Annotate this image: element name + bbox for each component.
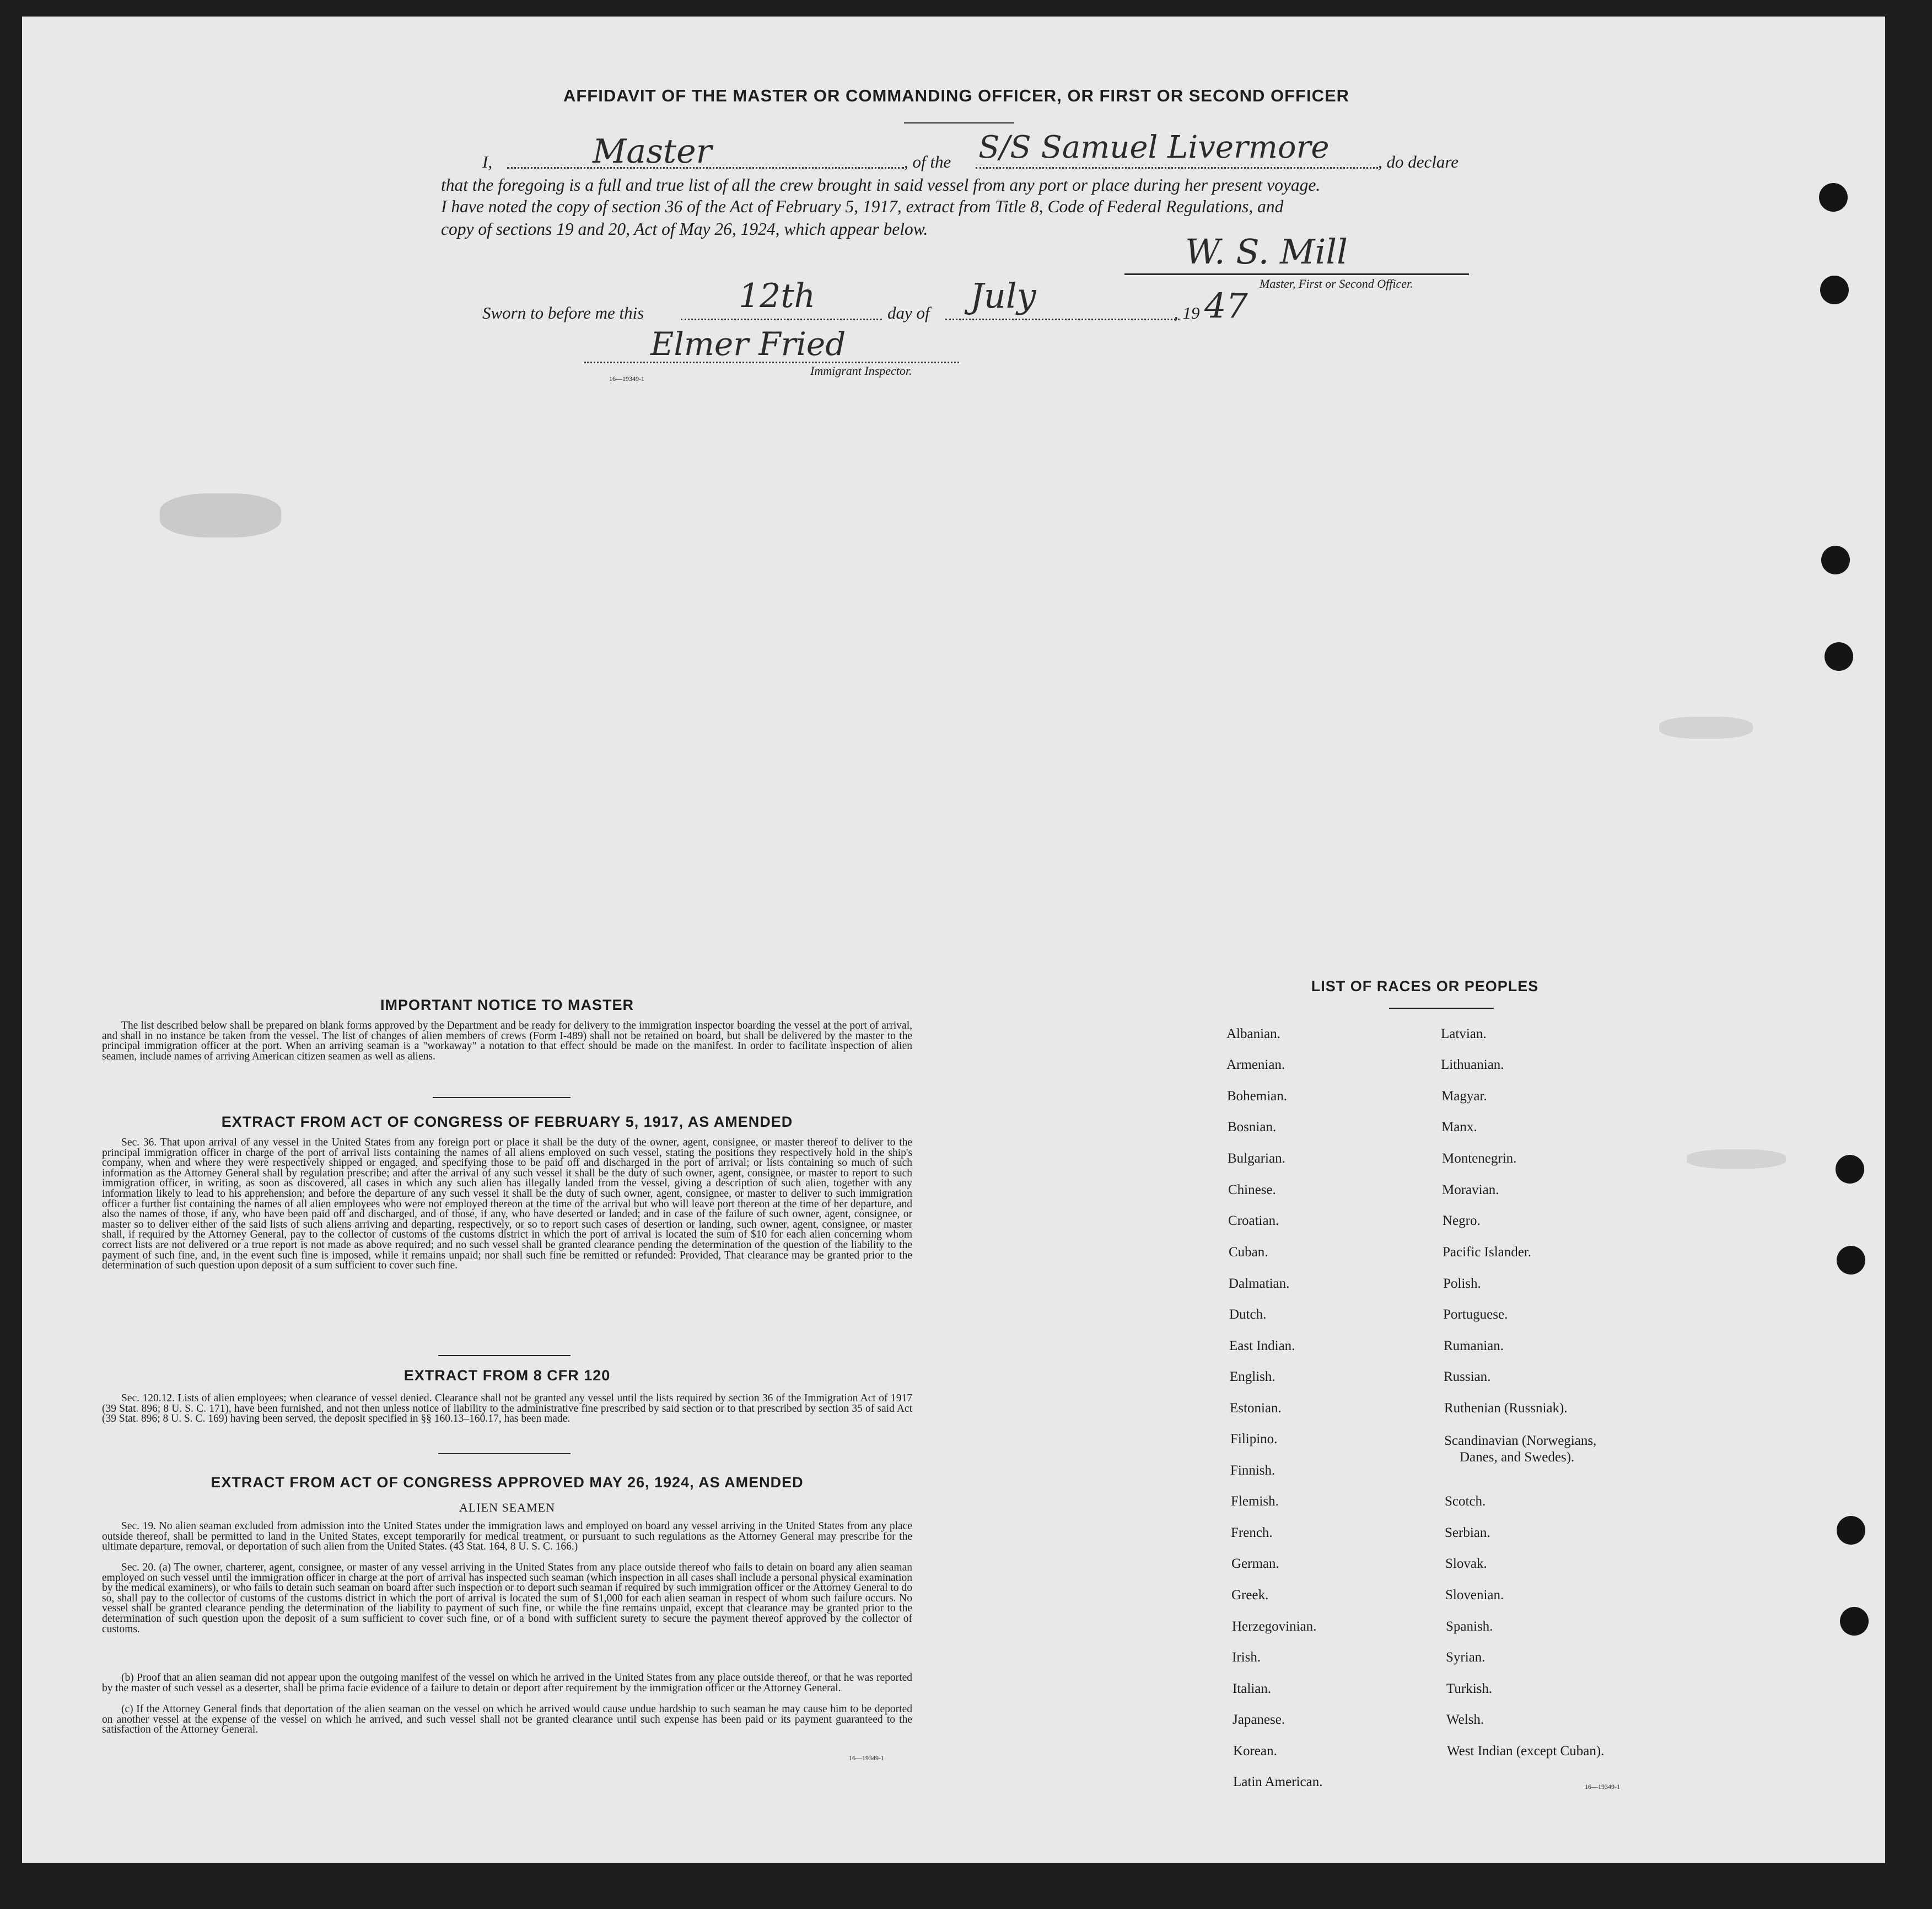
race-item: Russian. bbox=[1444, 1369, 1491, 1384]
race-item: Dalmatian. bbox=[1229, 1276, 1290, 1291]
punch-hole bbox=[1819, 183, 1848, 212]
race-item: Armenian. bbox=[1226, 1057, 1285, 1072]
extract-1924-sec19: Sec. 19. No alien seaman excluded from admission into the United States under the immigration laws and employed on board any vessel arriving in the United States from any place outside thereof, shall be permitted to land in the United States, except temporarily for medical treatment, or pursuant to such regulations as the Attorney General may prescribe for the ultimate departure, removal, or deportation of such alien from the United States. (43 Stat. 164, 8 U. S. C. 166.) bbox=[102, 1520, 912, 1553]
affidavit-title: AFFIDAVIT OF THE MASTER OR COMMANDING OFFICER, OR FIRST OR SECOND OFFICER bbox=[563, 86, 1350, 105]
extract-1924-title: EXTRACT FROM ACT OF CONGRESS APPROVED MAY 26, 1924, AS AMENDED bbox=[211, 1474, 804, 1491]
race-item: Turkish. bbox=[1446, 1681, 1493, 1696]
race-item: Scotch. bbox=[1445, 1494, 1486, 1509]
punch-hole bbox=[1825, 642, 1853, 671]
inspector-signature: Elmer Fried bbox=[650, 325, 846, 363]
race-item: Chinese. bbox=[1228, 1182, 1276, 1197]
sworn-prefix: Sworn to before me this bbox=[482, 303, 644, 322]
declaration-line-3: I have noted the copy of section 36 of the Act of February 5, 1917, extract from Title 8, Code of Federal Regulations, and bbox=[441, 197, 1284, 216]
notice-text: The list described below shall be prepared on blank forms approved by the Department and be ready for delivery to the immigration inspector boarding the vessel at the port of arrival, and shall in no instance be taken from the vessel. The list of changes of alien members of crews (Form I-489) shall not be retained on board, but shall be delivered by the master to the principal immigration officer at the port. When an arriving seaman is a "workaway" a notation to that effect should be made on the manifest. In order to facilitate inspection of alien seamen, include names of arriving American citizen seamen as well as aliens. bbox=[102, 1020, 912, 1062]
race-item: Danes, and Swedes). bbox=[1460, 1450, 1575, 1465]
notice-title: IMPORTANT NOTICE TO MASTER bbox=[380, 997, 634, 1013]
race-item: East Indian. bbox=[1229, 1338, 1295, 1353]
stamp-residue bbox=[1659, 717, 1753, 739]
declaration-suffix: , do declare bbox=[1378, 152, 1459, 171]
race-item: Bosnian. bbox=[1228, 1120, 1277, 1134]
declaration-line-4: copy of sections 19 and 20, Act of May 26, 1924, which appear below. bbox=[441, 219, 928, 239]
race-item: Dutch. bbox=[1229, 1307, 1267, 1322]
race-item: Albanian. bbox=[1226, 1026, 1280, 1041]
title-rule bbox=[904, 122, 1014, 123]
race-item: West Indian (except Cuban). bbox=[1447, 1744, 1605, 1759]
race-item: Syrian. bbox=[1446, 1650, 1486, 1665]
extract-form-number: 16—19349-1 bbox=[849, 1754, 884, 1762]
race-item: Spanish. bbox=[1446, 1619, 1493, 1634]
extract-1924-sec20a: Sec. 20. (a) The owner, charterer, agent, consignee, or master of any vessel arriving in the United States from any place outside thereof who fails to detain on board any alien seaman employed on such vessel until the immigration officer in charge at the port of arrival has inspected such seaman (which inspection in all cases shall include a personal physical examination by the medical examiners), or who fails to detain such seaman on board after such inspection or to deport such seaman if required by such immigration officer or the Attorney General to do so, shall pay to the collector of customs of the customs district in which the port of arrival is located the sum of $1,000 for each alien seaman in respect of whom such failure occurs. No vessel shall be granted clearance pending the determination of the liability to payment of such fine, or while the fine remains unpaid, except that clearance may be granted prior to the determination of such question upon the deposit of a sum sufficient to cover such fine, or of a bond with sufficient surety to secure the payment thereof approved by the collector of customs. bbox=[102, 1562, 912, 1635]
race-item: Slovenian. bbox=[1445, 1588, 1504, 1603]
punch-hole bbox=[1821, 546, 1850, 574]
race-item: Lithuanian. bbox=[1441, 1057, 1504, 1072]
officer-signature-line bbox=[1124, 273, 1469, 275]
officer-caption: Master, First or Second Officer. bbox=[1260, 277, 1413, 291]
sworn-month: July bbox=[970, 276, 1036, 316]
race-item: Bohemian. bbox=[1227, 1089, 1288, 1104]
declaration-line-2: that the foregoing is a full and true list of all the crew brought in said vessel from any port or place during her present voyage. bbox=[441, 175, 1321, 195]
vessel-name-line bbox=[976, 167, 1378, 169]
race-item: Flemish. bbox=[1231, 1494, 1279, 1509]
race-item: Magyar. bbox=[1441, 1089, 1487, 1104]
race-item: Welsh. bbox=[1446, 1712, 1484, 1727]
punch-hole bbox=[1837, 1246, 1865, 1275]
race-item: English. bbox=[1230, 1369, 1276, 1384]
race-item: German. bbox=[1231, 1556, 1279, 1571]
race-item: Negro. bbox=[1443, 1213, 1481, 1228]
extract-1924-subtitle: ALIEN SEAMEN bbox=[459, 1501, 555, 1514]
officer-signature: W. S. Mill bbox=[1185, 232, 1348, 272]
races-form-number: 16—19349-1 bbox=[1585, 1783, 1620, 1790]
race-item: Croatian. bbox=[1228, 1213, 1279, 1228]
extract-1924-sec20b: (b) Proof that an alien seaman did not appear upon the outgoing manifest of the vessel on which he arrived in the United States from any place outside thereof, or that he was reported by the master of such vessel as a deserter, shall be prima facie evidence of a failure to detain or deport after requirement by the immigration officer or the Attorney General. bbox=[102, 1672, 912, 1694]
race-item: Japanese. bbox=[1233, 1712, 1285, 1727]
sworn-day-line bbox=[681, 319, 882, 320]
race-item: Irish. bbox=[1232, 1650, 1261, 1665]
race-item: Serbian. bbox=[1445, 1525, 1490, 1540]
race-item: Montenegrin. bbox=[1442, 1151, 1517, 1166]
sworn-year: 47 bbox=[1204, 286, 1248, 326]
race-item: Polish. bbox=[1443, 1276, 1481, 1291]
race-item: Korean. bbox=[1233, 1744, 1277, 1759]
race-item: Ruthenian (Russniak). bbox=[1444, 1401, 1568, 1416]
stamp-residue bbox=[160, 493, 281, 537]
declaration-prefix: I, bbox=[482, 152, 493, 171]
punch-hole bbox=[1840, 1607, 1869, 1636]
stamp-residue bbox=[1687, 1149, 1786, 1169]
punch-hole bbox=[1820, 276, 1849, 304]
race-item: Herzegovinian. bbox=[1232, 1619, 1317, 1634]
section-divider bbox=[438, 1453, 571, 1454]
extract-1917-text: Sec. 36. That upon arrival of any vessel in the United States from any foreign port or place it shall be the duty of the owner, agent, consignee, or master thereof to deliver to the principal immigration officer in charge of the port of arrival lists containing the names of all aliens employed on such vessel, stating the positions they respectively hold in the ship's company, when and where they were respectively shipped or engaged, and specifying those to be paid off and discharged in the port of arrival; or lists containing so much of such information as the Attorney General shall by regulation prescribe; and after the arrival of any such vessel it shall be the duty of such owner, agent, consignee, or master to report to such immigration officer, in writing, as soon as discovered, all cases in which any such alien has illegally landed from the vessel, giving a description of such alien, together with any information likely to lead to his apprehension; and before the departure of any such vessel it shall be the duty of such owner, agent, consignee, or master to deliver to such immigration officer a further list containing the names of all alien employees who were not employed thereon at the time of the arrival but who will leave port thereon at the time of her departure, and also the names of those, if any, who have been paid off and discharged, and of those, if any, who have deserted or landed; and in case of the failure of such owner, agent, consignee, or master so to deliver either of the said lists of such aliens arriving and departing, respectively, or so to report such cases of desertion or landing, such owner, agent, consignee, or master shall, if required by the Attorney General, pay to the collector of customs of the customs district in which the port of arrival is located the sum of $10 for each alien concerning whom correct lists are not delivered or a true report is not made as above required; and no such vessel shall be granted clearance pending the determination of the question of the liability to the payment of such fine, and, in the event such fine is imposed, while it remains unpaid; nor shall such fine be remitted or refunded: Provided, That clearance may be granted prior to the determination of such question upon deposit of a sum sufficient to cover such fine. bbox=[102, 1137, 912, 1272]
race-item: Latvian. bbox=[1441, 1026, 1487, 1041]
punch-hole bbox=[1837, 1516, 1865, 1545]
race-item: Slovak. bbox=[1445, 1556, 1487, 1571]
race-item: Manx. bbox=[1441, 1120, 1477, 1134]
race-item: Rumanian. bbox=[1444, 1338, 1504, 1353]
vessel-name: S/S Samuel Livermore bbox=[978, 130, 1330, 165]
sworn-day: 12th bbox=[739, 277, 816, 315]
race-item: Latin American. bbox=[1233, 1774, 1323, 1789]
race-item: Bulgarian. bbox=[1228, 1151, 1285, 1166]
race-item: Moravian. bbox=[1442, 1182, 1499, 1197]
punch-hole bbox=[1836, 1155, 1864, 1184]
extract-1924-sec20c: (c) If the Attorney General finds that deportation of the alien seaman on the vessel on which he arrived would cause undue hardship to such seaman he may cause him to be deported on another vessel at the expense of the vessel on which he arrived, and such vessel shall not be granted clearance until such expense has been paid or its payment guaranteed to the satisfaction of the Attorney General. bbox=[102, 1703, 912, 1736]
races-title-rule bbox=[1389, 1008, 1494, 1009]
master-name: Master bbox=[593, 132, 712, 171]
day-of: day of bbox=[887, 303, 930, 322]
race-item: Filipino. bbox=[1230, 1432, 1278, 1446]
extract-cfr-title: EXTRACT FROM 8 CFR 120 bbox=[403, 1367, 611, 1384]
affidavit-form-number: 16—19349-1 bbox=[609, 375, 644, 383]
sworn-month-line bbox=[945, 319, 1180, 320]
inspector-caption: Immigrant Inspector. bbox=[810, 364, 912, 378]
race-item: Pacific Islander. bbox=[1443, 1245, 1532, 1260]
race-item: Greek. bbox=[1231, 1588, 1269, 1603]
section-divider bbox=[438, 1355, 571, 1356]
races-title: LIST OF RACES OR PEOPLES bbox=[1311, 978, 1539, 994]
extract-1917-title: EXTRACT FROM ACT OF CONGRESS OF FEBRUARY 5, 1917, AS AMENDED bbox=[221, 1114, 793, 1130]
race-item: French. bbox=[1231, 1525, 1273, 1540]
inspector-signature-line bbox=[584, 362, 959, 363]
declaration-of-the: , of the bbox=[904, 152, 951, 171]
race-item: Portuguese. bbox=[1443, 1307, 1508, 1322]
race-item: Italian. bbox=[1233, 1681, 1272, 1696]
race-item: Finnish. bbox=[1230, 1463, 1276, 1478]
race-item: Cuban. bbox=[1229, 1245, 1268, 1260]
year-prefix: , 19 bbox=[1174, 303, 1200, 322]
race-item: Estonian. bbox=[1230, 1401, 1282, 1416]
race-item: Scandinavian (Norwegians, bbox=[1444, 1433, 1597, 1448]
section-divider bbox=[433, 1097, 571, 1098]
extract-cfr-text: Sec. 120.12. Lists of alien employees; when clearance of vessel denied. Clearance shall not be granted any vessel until the lists required by section 36 of the Immigration Act of 1917 (39 Stat. 896; 8 U. S. C. 171), have been furnished, and not then unless notice of liability to the administrative fine prescribed by said section or to that prescribed by section 35 of said Act (39 Stat. 896; 8 U. S. C. 169) having been served, the deposit specified in §§ 160.13–160.17, has been made. bbox=[102, 1392, 912, 1425]
